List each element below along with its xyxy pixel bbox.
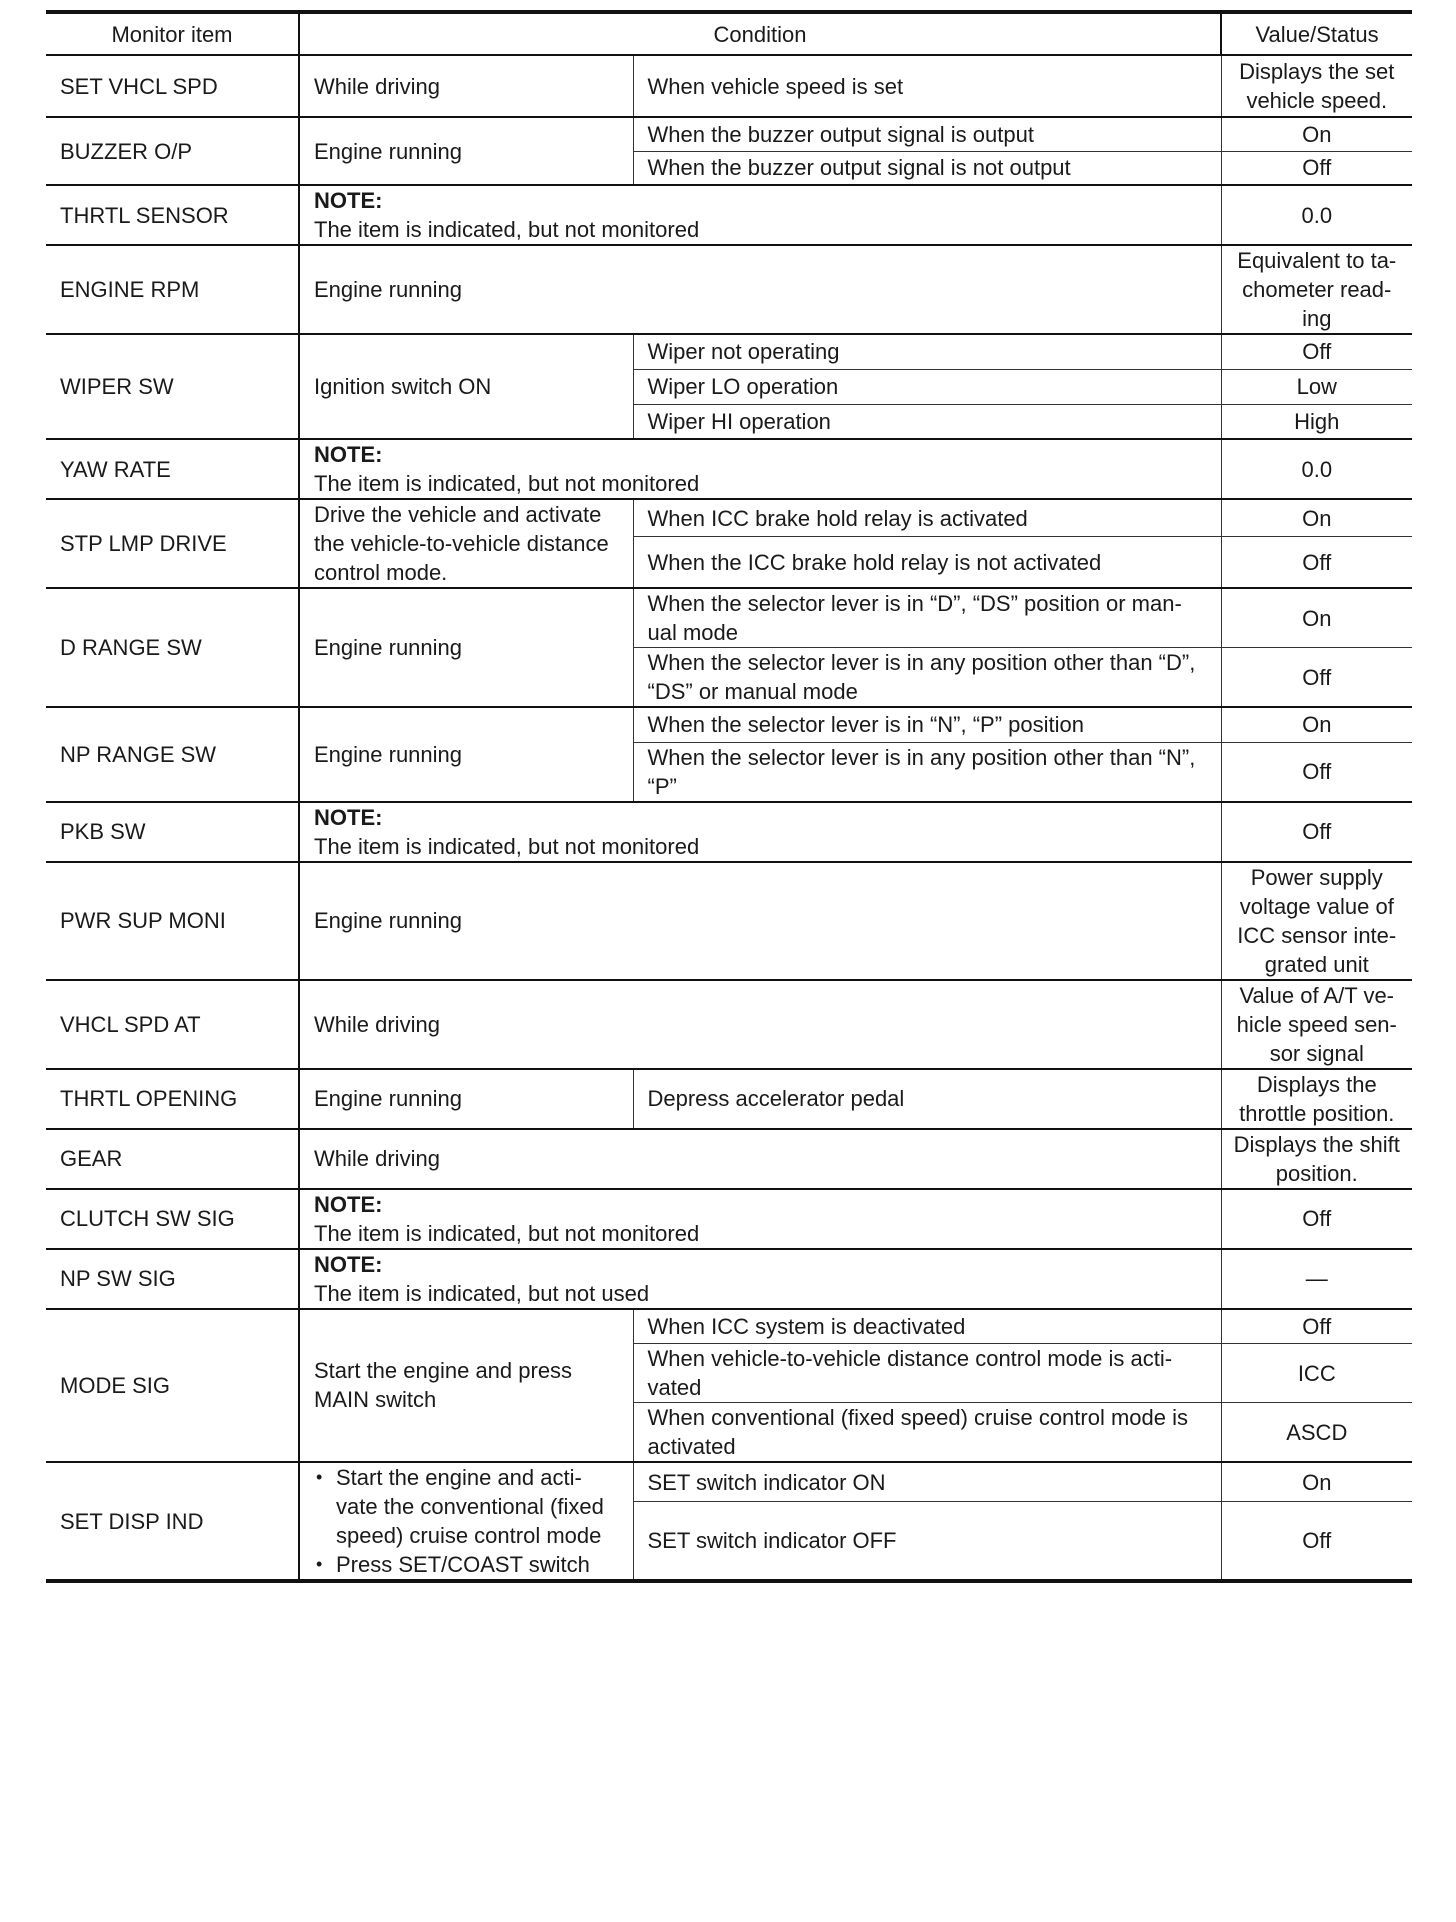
table-row: [46, 862, 1412, 980]
sub-condition: Depress accelerator pedal: [633, 1069, 1221, 1129]
sub-condition: When ICC brake hold relay is activated: [633, 499, 1221, 537]
value-status: Displays the shift position.: [1221, 1129, 1412, 1189]
sub-condition: When vehicle speed is set: [633, 55, 1221, 117]
sub-condition: Wiper HI operation: [633, 404, 1221, 439]
condition-note: [299, 439, 1221, 499]
table-row: [46, 1309, 1412, 1344]
table-row: [46, 1069, 1412, 1129]
value-status: Off: [1221, 334, 1412, 369]
table-row: [46, 117, 1412, 151]
value-status: Off: [1221, 1309, 1412, 1344]
value-status: Off: [1221, 1189, 1412, 1249]
monitor-item: YAW RATE: [46, 439, 299, 499]
condition-bullets: [299, 1462, 633, 1581]
value-status: Equivalent to ta-chometer read-ing: [1221, 245, 1412, 334]
note-text: The item is indicated, but not monitored: [314, 217, 700, 242]
sub-condition: When ICC system is deactivated: [633, 1309, 1221, 1344]
monitor-item: VHCL SPD AT: [46, 980, 299, 1069]
table-row: [46, 802, 1412, 862]
monitor-item: NP RANGE SW: [46, 707, 299, 802]
monitor-item: D RANGE SW: [46, 588, 299, 707]
condition-note: [299, 1249, 1221, 1309]
note-label: NOTE:: [314, 1251, 383, 1277]
condition: Engine running: [299, 1069, 633, 1129]
value-status: Low: [1221, 369, 1412, 404]
value-status: Off: [1221, 1502, 1412, 1581]
note-label: NOTE:: [314, 188, 383, 213]
bullet-item: • Start the engine and acti-vate the conventional (fixed speed) cruise control mode: [336, 1463, 619, 1550]
sub-condition: When the selector lever is in “N”, “P” position: [633, 707, 1221, 742]
value-status: Off: [1221, 151, 1412, 185]
monitor-item: CLUTCH SW SIG: [46, 1189, 299, 1249]
condition-note: [299, 185, 1221, 245]
table-row: [46, 439, 1412, 499]
sub-condition: When the selector lever is in any position other than “D”, “DS” or manual mode: [633, 648, 1221, 708]
bullet-list: [314, 1463, 619, 1579]
note-label: NOTE:: [314, 442, 383, 467]
condition: While driving: [299, 1129, 1221, 1189]
monitor-item: SET VHCL SPD: [46, 55, 299, 117]
note-text: The item is indicated, but not monitored: [314, 1220, 700, 1246]
table-row: [46, 707, 1412, 742]
header-condition: Condition: [299, 12, 1221, 55]
value-status: Off: [1221, 648, 1412, 708]
note-text: The item is indicated, but not monitored: [314, 833, 700, 859]
value-status: High: [1221, 404, 1412, 439]
table-header-row: [46, 12, 1412, 55]
header-monitor-item: Monitor item: [46, 12, 299, 55]
table-row: [46, 55, 1412, 117]
monitor-item: ENGINE RPM: [46, 245, 299, 334]
sub-condition: When the buzzer output signal is output: [633, 117, 1221, 151]
condition: Drive the vehicle and activate the vehicle-to-vehicle distance control mode.: [299, 499, 633, 588]
condition: Engine running: [299, 707, 633, 802]
condition: Engine running: [299, 245, 1221, 334]
table-row: [46, 1129, 1412, 1189]
monitor-item: WIPER SW: [46, 334, 299, 439]
sub-condition: When the buzzer output signal is not output: [633, 151, 1221, 185]
note-label: NOTE:: [314, 804, 383, 830]
table-row: [46, 334, 1412, 369]
value-status: ASCD: [1221, 1403, 1412, 1463]
table-row: [46, 1462, 1412, 1502]
table-row: [46, 185, 1412, 245]
value-status: Value of A/T ve-hicle speed sen-sor signal: [1221, 980, 1412, 1069]
condition-note: [299, 802, 1221, 862]
sub-condition: When conventional (fixed speed) cruise control mode is activated: [633, 1403, 1221, 1463]
monitor-item: NP SW SIG: [46, 1249, 299, 1309]
header-value-status: Value/Status: [1221, 12, 1412, 55]
note-text: The item is indicated, but not used: [314, 1280, 650, 1306]
value-status: ICC: [1221, 1344, 1412, 1403]
note-text: The item is indicated, but not monitored: [314, 471, 700, 496]
value-status: Power supply voltage value of ICC sensor inte-grated unit: [1221, 862, 1412, 980]
bullet-item: • Press SET/COAST switch: [336, 1550, 619, 1579]
sub-condition: When the ICC brake hold relay is not activated: [633, 537, 1221, 588]
condition: Ignition switch ON: [299, 334, 633, 439]
value-status: On: [1221, 117, 1412, 151]
note-label: NOTE:: [314, 1191, 383, 1217]
value-status: On: [1221, 499, 1412, 537]
table-row: [46, 245, 1412, 334]
sub-condition: SET switch indicator ON: [633, 1462, 1221, 1502]
value-status: 0.0: [1221, 185, 1412, 245]
value-status: On: [1221, 707, 1412, 742]
sub-condition: Wiper LO operation: [633, 369, 1221, 404]
monitor-item: PWR SUP MONI: [46, 862, 299, 980]
sub-condition: When the selector lever is in “D”, “DS” position or man-ual mode: [633, 588, 1221, 648]
monitor-item-table: [46, 10, 1412, 1583]
table-row: [46, 499, 1412, 537]
monitor-item: BUZZER O/P: [46, 117, 299, 185]
condition: Engine running: [299, 117, 633, 185]
condition: While driving: [299, 980, 1221, 1069]
table-row: [46, 980, 1412, 1069]
value-status: Off: [1221, 742, 1412, 802]
condition: Engine running: [299, 588, 633, 707]
monitor-item: THRTL SENSOR: [46, 185, 299, 245]
condition: While driving: [299, 55, 633, 117]
sub-condition: When the selector lever is in any position other than “N”, “P”: [633, 742, 1221, 802]
sub-condition: Wiper not operating: [633, 334, 1221, 369]
sub-condition: When vehicle-to-vehicle distance control mode is acti-vated: [633, 1344, 1221, 1403]
monitor-item: PKB SW: [46, 802, 299, 862]
value-status: On: [1221, 1462, 1412, 1502]
value-status: Displays the set vehicle speed.: [1221, 55, 1412, 117]
value-status: 0.0: [1221, 439, 1412, 499]
monitor-item: MODE SIG: [46, 1309, 299, 1463]
table-row: [46, 588, 1412, 648]
monitor-item: GEAR: [46, 1129, 299, 1189]
monitor-item: THRTL OPENING: [46, 1069, 299, 1129]
value-status: Off: [1221, 537, 1412, 588]
table-row: [46, 1189, 1412, 1249]
table-row: [46, 1249, 1412, 1309]
monitor-item: SET DISP IND: [46, 1462, 299, 1581]
condition-note: [299, 1189, 1221, 1249]
value-status: On: [1221, 588, 1412, 648]
condition: Engine running: [299, 862, 1221, 980]
condition: Start the engine and press MAIN switch: [299, 1309, 633, 1463]
value-status: —: [1221, 1249, 1412, 1309]
value-status: Off: [1221, 802, 1412, 862]
value-status: Displays the throttle position.: [1221, 1069, 1412, 1129]
sub-condition: SET switch indicator OFF: [633, 1502, 1221, 1581]
monitor-item: STP LMP DRIVE: [46, 499, 299, 588]
